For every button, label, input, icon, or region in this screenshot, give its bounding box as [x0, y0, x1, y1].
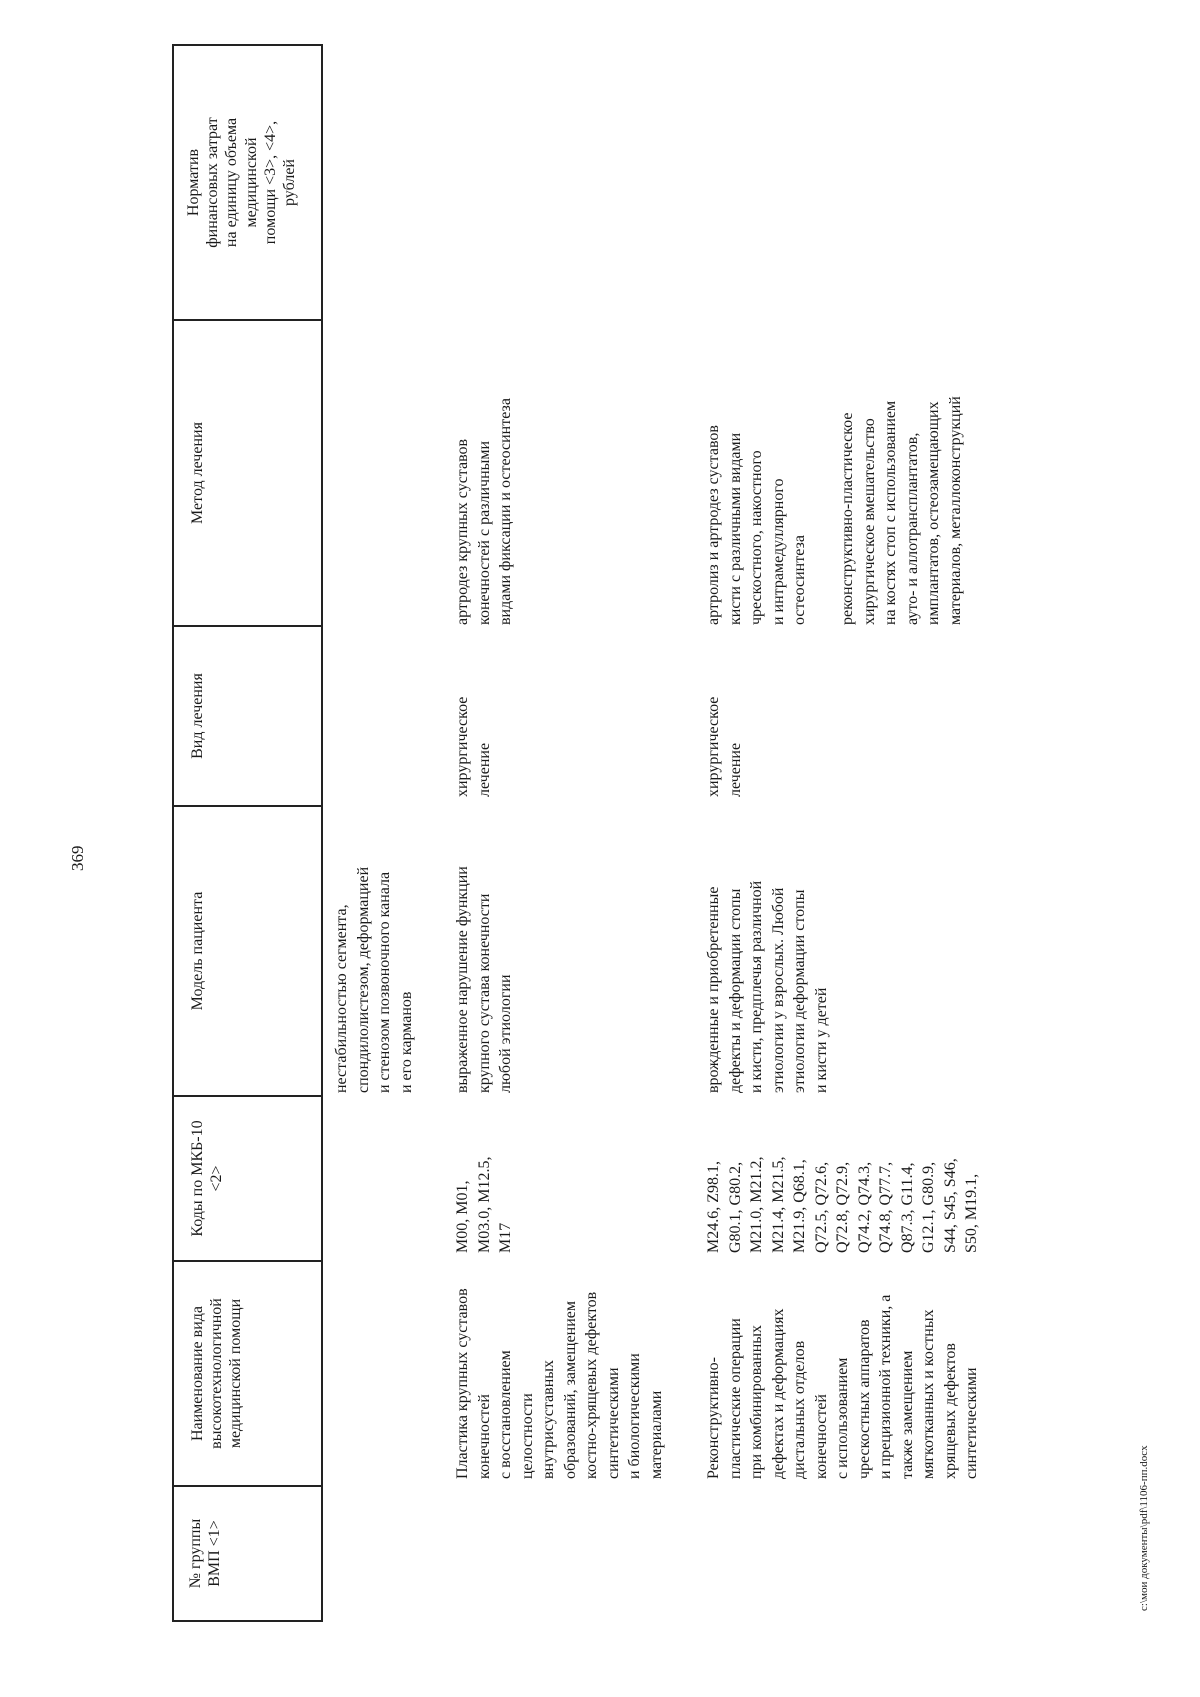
row2-icd-codes: M24.6, Z98.1, G80.1, G80.2, M21.0, M21.2, M21.4, M21.5, M21.9, Q68.1, Q72.5, Q72.6, Q72.8, Q72.9, Q74.2, Q74.3, Q74.8, Q77.7, Q87.3, G11.4, G12.1, G80.9, S44, S45, S46, S50, M19.1,	[705, 1156, 980, 1253]
row2-treatment-method-2: реконструктивно-пластическое хирургическое вмешательство на костях стоп с использованием ауто- и аллотрансплантатов, имплантатов, остеозамещающих материалов, металлоконструкций	[839, 396, 964, 625]
header-treatment-type: Вид лечения	[173, 626, 322, 806]
header-icd-codes: Коды по МКБ-10 <2>	[173, 1096, 322, 1261]
row1-icd-codes: M00, M01, M03.0, M12.5, M17	[454, 1156, 514, 1253]
row2-patient-model: врожденные и приобретенные дефекты и деформации стопы и кисти, предплечья различной этиологии у взрослых. Любой этиологии деформации стопы и кисти у детей	[705, 880, 830, 1093]
row2-treatment-type: хирургическое лечение	[705, 696, 744, 797]
row2-care-type-name: Реконструктивно- пластические операции при комбинированных дефектах и деформациях дистальных отделов конечностей с использованием чрескостных аппаратов и прецизионной техники, а также замещением мягкотканных и костных хрящевых дефектов синтетическими	[705, 1294, 980, 1479]
header-treatment-method: Метод лечения	[173, 320, 322, 626]
header-patient-model: Модель пациента	[173, 806, 322, 1096]
table-header	[172, 44, 323, 1622]
row1-patient-model: выраженное нарушение функции крупного сустава конечности любой этиологии	[454, 866, 514, 1093]
row1-treatment-method: артродез крупных суставов конечностей с различными видами фиксации и остеосинтеза	[454, 398, 514, 625]
page-number: 369	[68, 845, 87, 871]
footer-file-path: c:\мои документы\pdf\1106-пп.docx	[1138, 1445, 1150, 1611]
header-cost-norm: Норматив финансовых затрат на единицу объема медицинской помощи <3>, <4>, рублей	[173, 45, 322, 320]
continuation-patient-model: нестабильностью сегмента, спондилолистезом, деформацией и стенозом позвоночного канала и его карманов	[333, 866, 415, 1093]
row2-treatment-method-1: артролиз и артродез суставов кисти с различными видами чрескостного, накостного и интрамедуллярного остеосинтеза	[705, 425, 808, 625]
row1-care-type-name: Пластика крупных суставов конечностей с восстановлением целостности внутрисуставных образований, замещением костно-хрящевых дефектов синтетическими и биологическими материалами	[454, 1288, 665, 1479]
header-group-number: № группы ВМП <1>	[173, 1486, 322, 1621]
row1-treatment-type: хирургическое лечение	[454, 696, 493, 797]
header-care-type-name: Наименование вида высокотехнологичной медицинской помощи	[173, 1261, 322, 1486]
